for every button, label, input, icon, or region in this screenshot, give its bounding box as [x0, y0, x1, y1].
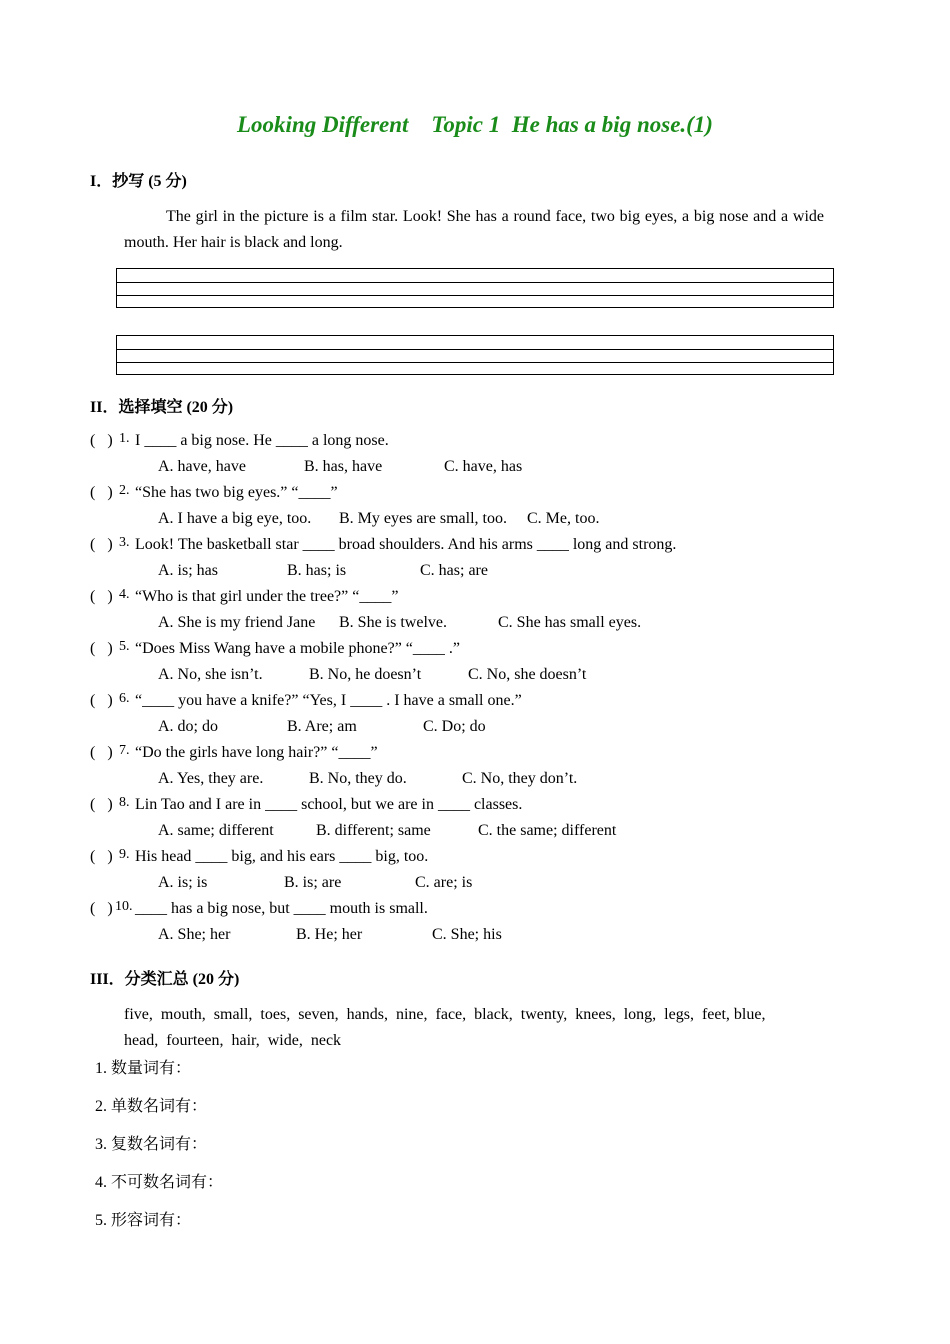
- option-b[interactable]: B. He; her: [296, 926, 363, 943]
- word-bank-line-1: five, mouth, small, toes, seven, hands, nine, face, black, twenty, knees, long, legs, feet, blue,: [124, 1006, 766, 1023]
- option-b[interactable]: B. is; are: [284, 874, 342, 891]
- option-c[interactable]: C. has; are: [420, 562, 488, 579]
- answer-blank[interactable]: ( ): [90, 536, 113, 553]
- question-text: “Does Miss Wang have a mobile phone?” “____ .”: [135, 640, 460, 657]
- question-text: Lin Tao and I are in ____ school, but we are in ____ classes.: [135, 796, 523, 813]
- category-item: 2. 单数名词有：: [95, 1098, 208, 1115]
- question-text: Look! The basketball star ____ broad shoulders. And his arms ____ long and strong.: [135, 536, 677, 553]
- question-number: 4.: [119, 587, 130, 602]
- category-item: 5. 形容词有：: [95, 1212, 192, 1229]
- option-c[interactable]: C. No, she doesn’t: [468, 666, 587, 683]
- option-b[interactable]: B. She is twelve.: [339, 614, 447, 631]
- category-item: 1. 数量词有：: [95, 1060, 192, 1077]
- option-a[interactable]: A. Yes, they are.: [158, 770, 264, 787]
- section-2-heading: II．选择填空 (20 分): [90, 399, 234, 416]
- page-title: Looking Different Topic 1 He has a big nose.(1): [237, 112, 713, 137]
- option-c[interactable]: C. are; is: [415, 874, 473, 891]
- question-number: 10.: [115, 899, 133, 914]
- question-number: 1.: [119, 431, 130, 446]
- option-c[interactable]: C. Do; do: [423, 718, 486, 735]
- question-number: 7.: [119, 743, 130, 758]
- question-number: 3.: [119, 535, 130, 550]
- answer-blank[interactable]: ( ): [90, 848, 113, 865]
- option-a[interactable]: A. She; her: [158, 926, 231, 943]
- option-c[interactable]: C. have, has: [444, 458, 523, 475]
- answer-blank[interactable]: ( ): [90, 692, 113, 709]
- writing-lines-2[interactable]: [116, 335, 834, 375]
- option-a[interactable]: A. have, have: [158, 458, 246, 475]
- copy-passage: The girl in the picture is a film star. Look! She has a round face, two big eyes, a big nose and a wide mouth. Her hair is black and long.: [124, 208, 824, 251]
- option-c[interactable]: C. Me, too.: [527, 510, 600, 527]
- answer-blank[interactable]: ( ): [90, 484, 113, 501]
- option-c[interactable]: C. She has small eyes.: [498, 614, 642, 631]
- question-text: “Who is that girl under the tree?” “____”: [135, 588, 399, 605]
- answer-blank[interactable]: ( ): [90, 900, 113, 917]
- section-3-heading: III．分类汇总 (20 分): [90, 971, 240, 988]
- option-a[interactable]: A. do; do: [158, 718, 218, 735]
- question-text: ____ has a big nose, but ____ mouth is small.: [135, 900, 428, 917]
- answer-blank[interactable]: ( ): [90, 432, 113, 449]
- answer-blank[interactable]: ( ): [90, 588, 113, 605]
- question-text: “Do the girls have long hair?” “____”: [135, 744, 378, 761]
- question-text: “She has two big eyes.” “____”: [135, 484, 338, 501]
- option-a[interactable]: A. same; different: [158, 822, 274, 839]
- question-number: 9.: [119, 847, 130, 862]
- section-1-heading: I．抄写 (5 分): [90, 173, 187, 190]
- question-number: 8.: [119, 795, 130, 810]
- question-text: I ____ a big nose. He ____ a long nose.: [135, 432, 389, 449]
- option-b[interactable]: B. Are; am: [287, 718, 357, 735]
- option-a[interactable]: A. No, she isn’t.: [158, 666, 263, 683]
- option-a[interactable]: A. I have a big eye, too.: [158, 510, 312, 527]
- option-a[interactable]: A. She is my friend Jane: [158, 614, 316, 631]
- option-b[interactable]: B. has; is: [287, 562, 347, 579]
- option-b[interactable]: B. My eyes are small, too.: [339, 510, 507, 527]
- word-bank-line-2: head, fourteen, hair, wide, neck: [124, 1032, 342, 1049]
- question-text: “____ you have a knife?” “Yes, I ____ . I have a small one.”: [135, 692, 522, 709]
- question-number: 6.: [119, 691, 130, 706]
- question-text: His head ____ big, and his ears ____ big, too.: [135, 848, 429, 865]
- question-number: 5.: [119, 639, 130, 654]
- writing-lines-1[interactable]: [116, 268, 834, 308]
- option-c[interactable]: C. No, they don’t.: [462, 770, 578, 787]
- option-c[interactable]: C. She; his: [432, 926, 502, 943]
- answer-blank[interactable]: ( ): [90, 640, 113, 657]
- option-b[interactable]: B. different; same: [316, 822, 431, 839]
- option-a[interactable]: A. is; is: [158, 874, 208, 891]
- option-b[interactable]: B. has, have: [304, 458, 383, 475]
- option-a[interactable]: A. is; has: [158, 562, 218, 579]
- option-b[interactable]: B. No, he doesn’t: [309, 666, 422, 683]
- category-item: 4. 不可数名词有：: [95, 1174, 224, 1191]
- category-item: 3. 复数名词有：: [95, 1136, 208, 1153]
- answer-blank[interactable]: ( ): [90, 796, 113, 813]
- question-number: 2.: [119, 483, 130, 498]
- option-b[interactable]: B. No, they do.: [309, 770, 407, 787]
- option-c[interactable]: C. the same; different: [478, 822, 617, 839]
- answer-blank[interactable]: ( ): [90, 744, 113, 761]
